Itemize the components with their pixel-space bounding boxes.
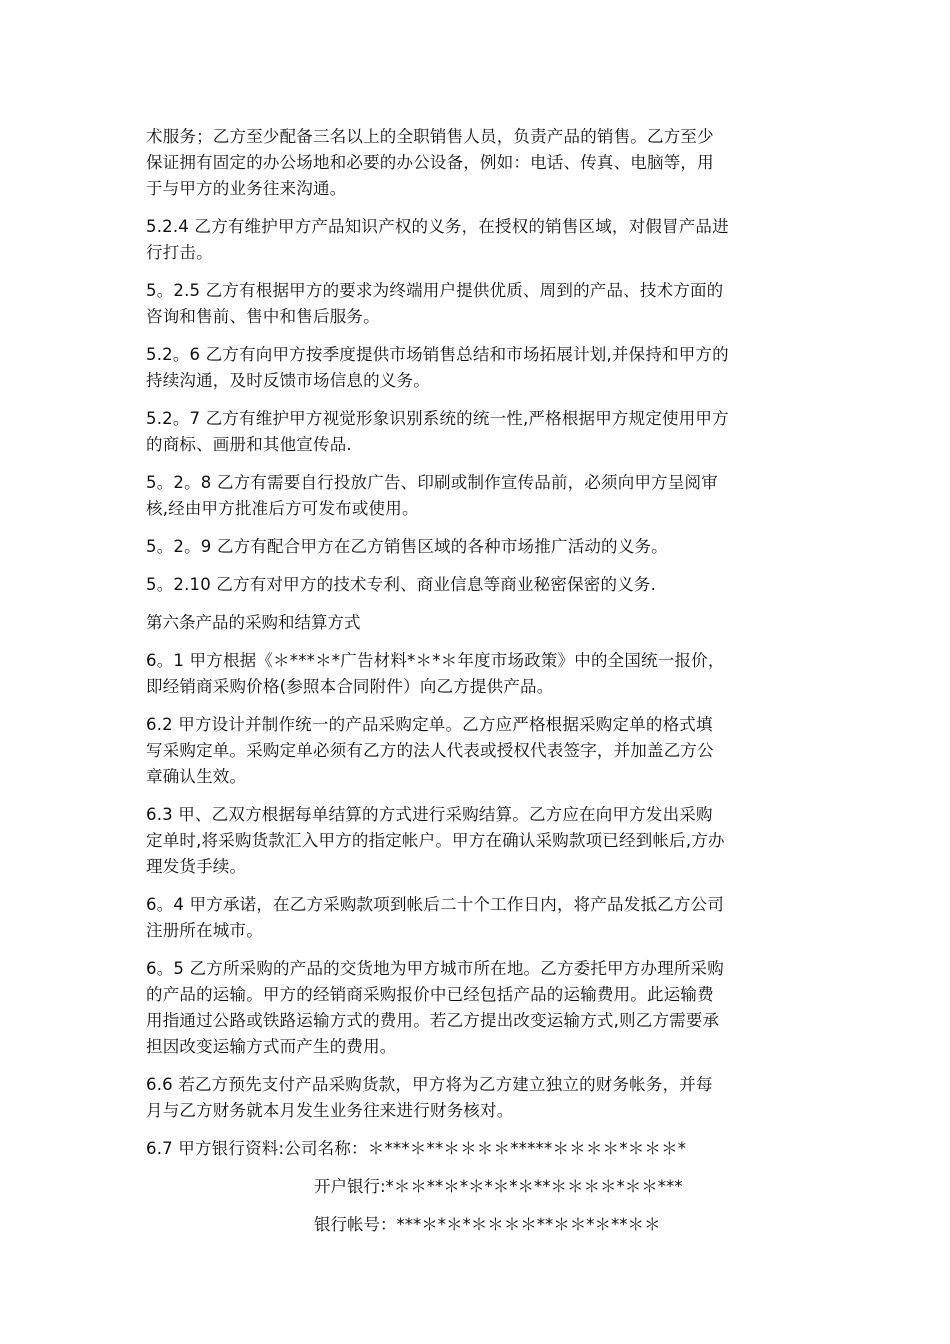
paragraph-tech-service: 术服务；乙方至少配备三名以上的全职销售人员，负责产品的销售。乙方至少 保证拥有固定的办公场地和必要的办公设备，例如：电话、传真、电脑等，用 于与甲方的业务往来沟通。 [146,127,714,198]
paragraph-5-2-10: 5。2.10 乙方有对甲方的技术专利、商业信息等商业秘密保密的义务. [146,575,657,594]
paragraph-6-6: 6.6 若乙方预先支付产品采购货款，甲方将为乙方建立独立的财务帐务，并每 月与乙方财务就本月发生业务往来进行财务核对。 [146,1075,713,1120]
paragraph-6-4: 6。4 甲方承诺，在乙方采购款项到帐后二十个工作日内，将产品发抵乙方公司 注册所在城市。 [146,895,724,940]
paragraph-5-2-6: 5.2。6 乙方有向甲方按季度提供市场销售总结和市场拓展计划,并保持和甲方的 持续沟通，及时反馈市场信息的义务。 [146,345,729,390]
document-page [146,124,814,1250]
paragraph-6-3: 6.3 甲、乙双方根据每单结算的方式进行采购结算。乙方应在向甲方发出采购 定单时,将采购货款汇入甲方的指定帐户。甲方在确认采购款项已经到帐后,方办 理发货手续。 [146,805,725,876]
paragraph-6-5: 6。5 乙方所采购的产品的交货地为甲方城市所在地。乙方委托甲方办理所采购 的产品的运输。甲方的经销商采购报价中已经包括产品的运输费用。此运输费 用指通过公路或铁路运输方式的费用。若乙方提出改变运输方式,则乙方需要承 担因改变运输方式而产生的费用。 [146,959,724,1056]
bank-name-line: 开户银行:*＊＊**＊*＊*＊*＊**＊＊＊＊*＊＊*** [314,1177,683,1196]
paragraph-5-2-9: 5。2。9 乙方有配合甲方在乙方销售区域的各种市场推广活动的义务。 [146,537,668,556]
paragraph-6-2: 6.2 甲方设计并制作统一的产品采购定单。乙方应严格根据采购定单的格式填 写采购定单。采购定单必须有乙方的法人代表或授权代表签字，并加盖乙方公 章确认生效。 [146,715,714,786]
paragraph-5-2-8: 5。2。8 乙方有需要自行投放广告、印刷或制作宣传品前，必须向甲方呈阅审 核,经由甲方批准后方可发布或使用。 [146,473,718,518]
paragraph-5-2-5: 5。2.5 乙方有根据甲方的要求为终端用户提供优质、周到的产品、技术方面的 咨询和售前、售中和售后服务。 [146,281,724,326]
paragraph-6-7: 6.7 甲方银行资料:公司名称：＊***＊**＊＊＊＊*****＊＊＊＊*＊＊＊* [146,1139,687,1158]
section-heading: 第六条产品的采购和结算方式 [146,613,361,632]
bank-account-line: 银行帐号：***＊*＊*＊＊＊＊**＊＊*＊**＊＊ [314,1215,661,1234]
paragraph-5-2-4: 5.2.4 乙方有维护甲方产品知识产权的义务，在授权的销售区域，对假冒产品进 行打击。 [146,217,729,262]
paragraph-5-2-7: 5.2。7 乙方有维护甲方视觉形象识别系统的统一性,严格根据甲方规定使用甲方 的商标、画册和其他宣传品. [146,409,729,454]
paragraph-6-1: 6。1 甲方根据《＊***＊*广告材料*＊*＊年度市场政策》中的全国统一报价， 即经销商采购价格(参照本合同附件）向乙方提供产品。 [146,651,725,696]
